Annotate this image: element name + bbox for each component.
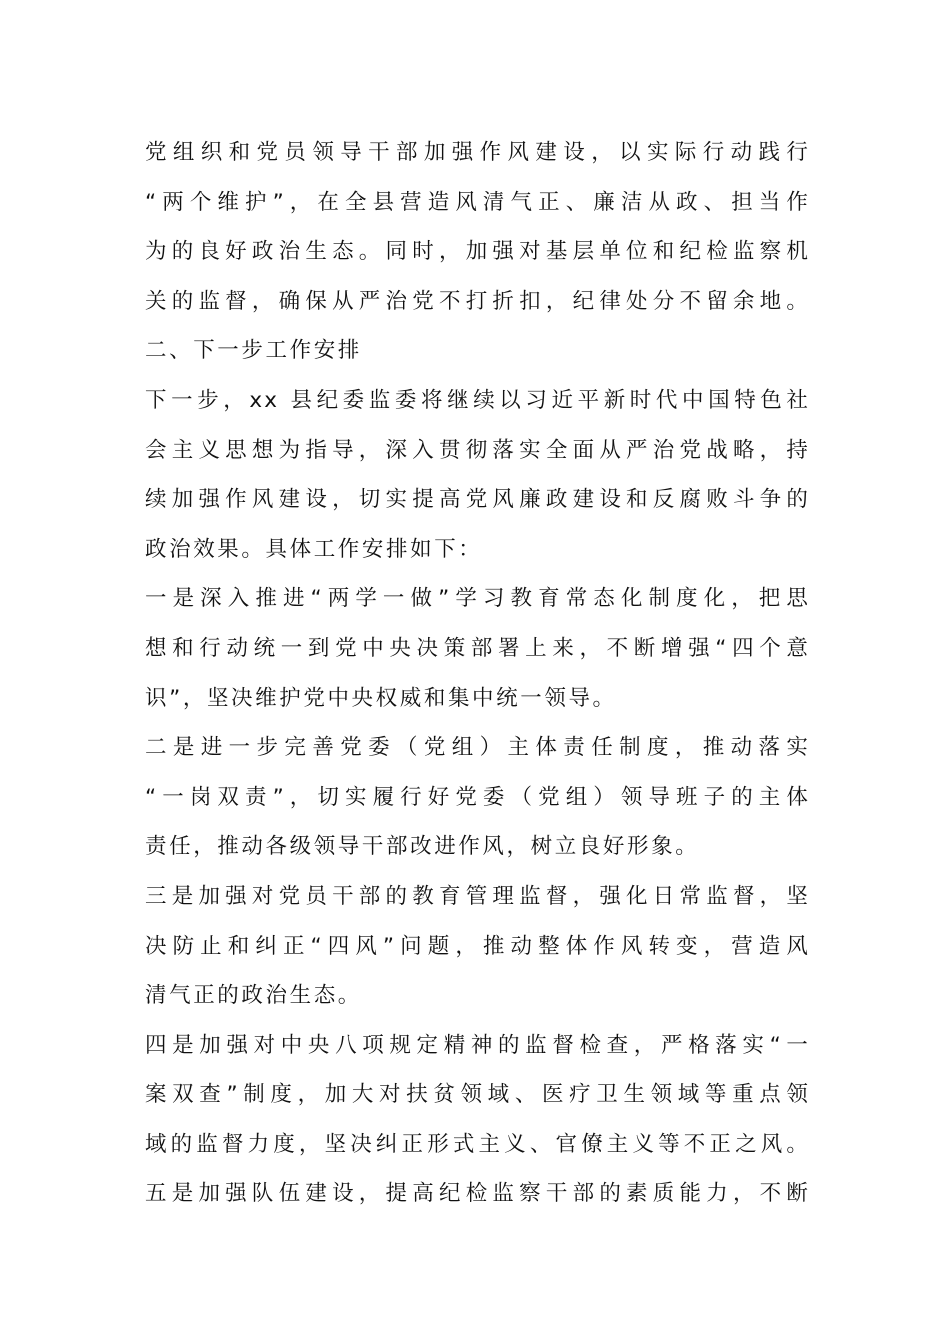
paragraph-line: 四是加强对中央八项规定精神的监督检查，严格落实“一 <box>145 1032 810 1058</box>
paragraph-line: 党组织和党员领导干部加强作风建设，以实际行动践行 <box>145 140 810 165</box>
paragraph-line: “一岗双责”，切实履行好党委（党组）领导班子的主体 <box>145 784 810 810</box>
paragraph-line: 一是深入推进“两学一做”学习教育常态化制度化，把思 <box>145 586 810 612</box>
paragraph-line: 识”，坚决维护党中央权威和集中统一领导。 <box>145 685 617 711</box>
paragraph-line: 清气正的政治生态。 <box>145 983 362 1009</box>
paragraph-line: 会主义思想为指导，深入贯彻落实全面从严治党战略，持 <box>145 437 810 463</box>
paragraph-line: 责任，推动各级领导干部改进作风，树立良好形象。 <box>145 834 700 860</box>
paragraph-line: 下一步，xx 县纪委监委将继续以习近平新时代中国特色社 <box>145 387 810 413</box>
section-heading: 二、下一步工作安排 <box>145 338 362 364</box>
paragraph-line: 案双查”制度，加大对扶贫领域、医疗卫生领域等重点领 <box>145 1082 810 1108</box>
paragraph-line: 三是加强对党员干部的教育管理监督，强化日常监督，坚 <box>145 883 810 909</box>
paragraph-line: 关的监督，确保从严治党不打折扣，纪律处分不留余地。 <box>145 288 810 314</box>
paragraph-line: 续加强作风建设，切实提高党风廉政建设和反腐败斗争的 <box>145 487 810 513</box>
paragraph-line: 五是加强队伍建设，提高纪检监察干部的素质能力，不断 <box>145 1181 810 1207</box>
document-body <box>145 128 810 1219</box>
paragraph-line: 为的良好政治生态。同时，加强对基层单位和纪检监察机 <box>145 239 810 265</box>
paragraph-line: “两个维护”，在全县营造风清气正、廉洁从政、担当作 <box>145 189 810 215</box>
paragraph-line: 政治效果。具体工作安排如下： <box>145 536 483 562</box>
paragraph-line: 二是进一步完善党委（党组）主体责任制度，推动落实 <box>145 735 810 761</box>
paragraph-line: 决防止和纠正“四风”问题，推动整体作风转变，营造风 <box>145 933 810 959</box>
paragraph-line: 域的监督力度，坚决纠正形式主义、官僚主义等不正之风。 <box>145 1131 810 1157</box>
paragraph-line: 想和行动统一到党中央决策部署上来，不断增强“四个意 <box>145 635 810 661</box>
